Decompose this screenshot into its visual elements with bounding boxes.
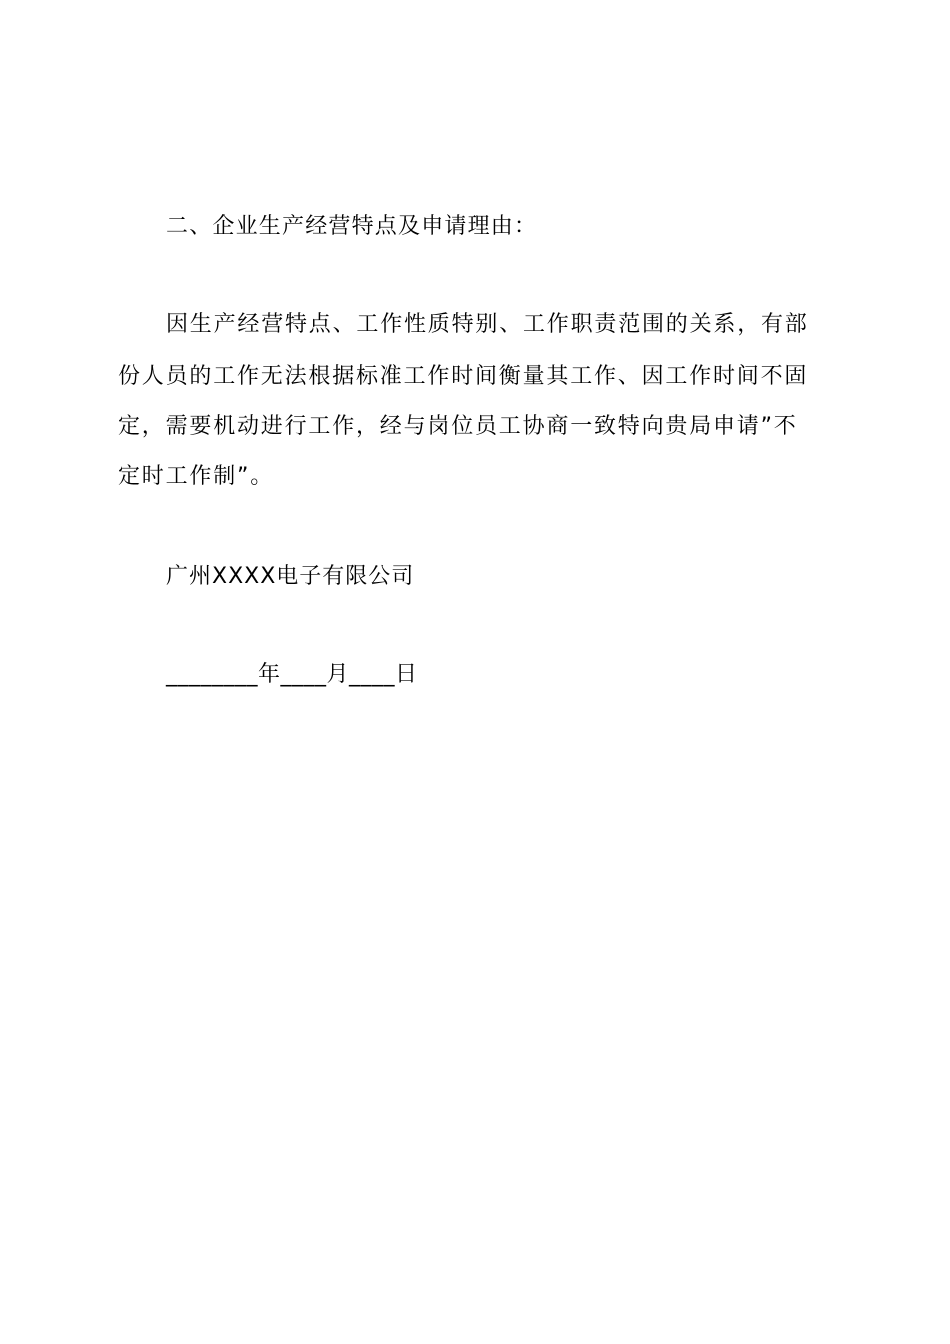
paragraph-line: 定，需要机动进行工作，经与岗位员工协商一致特向贵局申请”不 [118,414,798,439]
paragraph-line: 定时工作制”。 [118,464,274,489]
date-line: ________年____月____日 [166,662,418,687]
company-name: 广州XXXX电子有限公司 [166,564,415,589]
paragraph-line: 因生产经营特点、工作性质特别、工作职责范围的关系，有部 [166,312,809,337]
section-heading: 二、企业生产经营特点及申请理由： [166,214,538,239]
paragraph-line: 份人员的工作无法根据标准工作时间衡量其工作、因工作时间不固 [118,364,809,389]
